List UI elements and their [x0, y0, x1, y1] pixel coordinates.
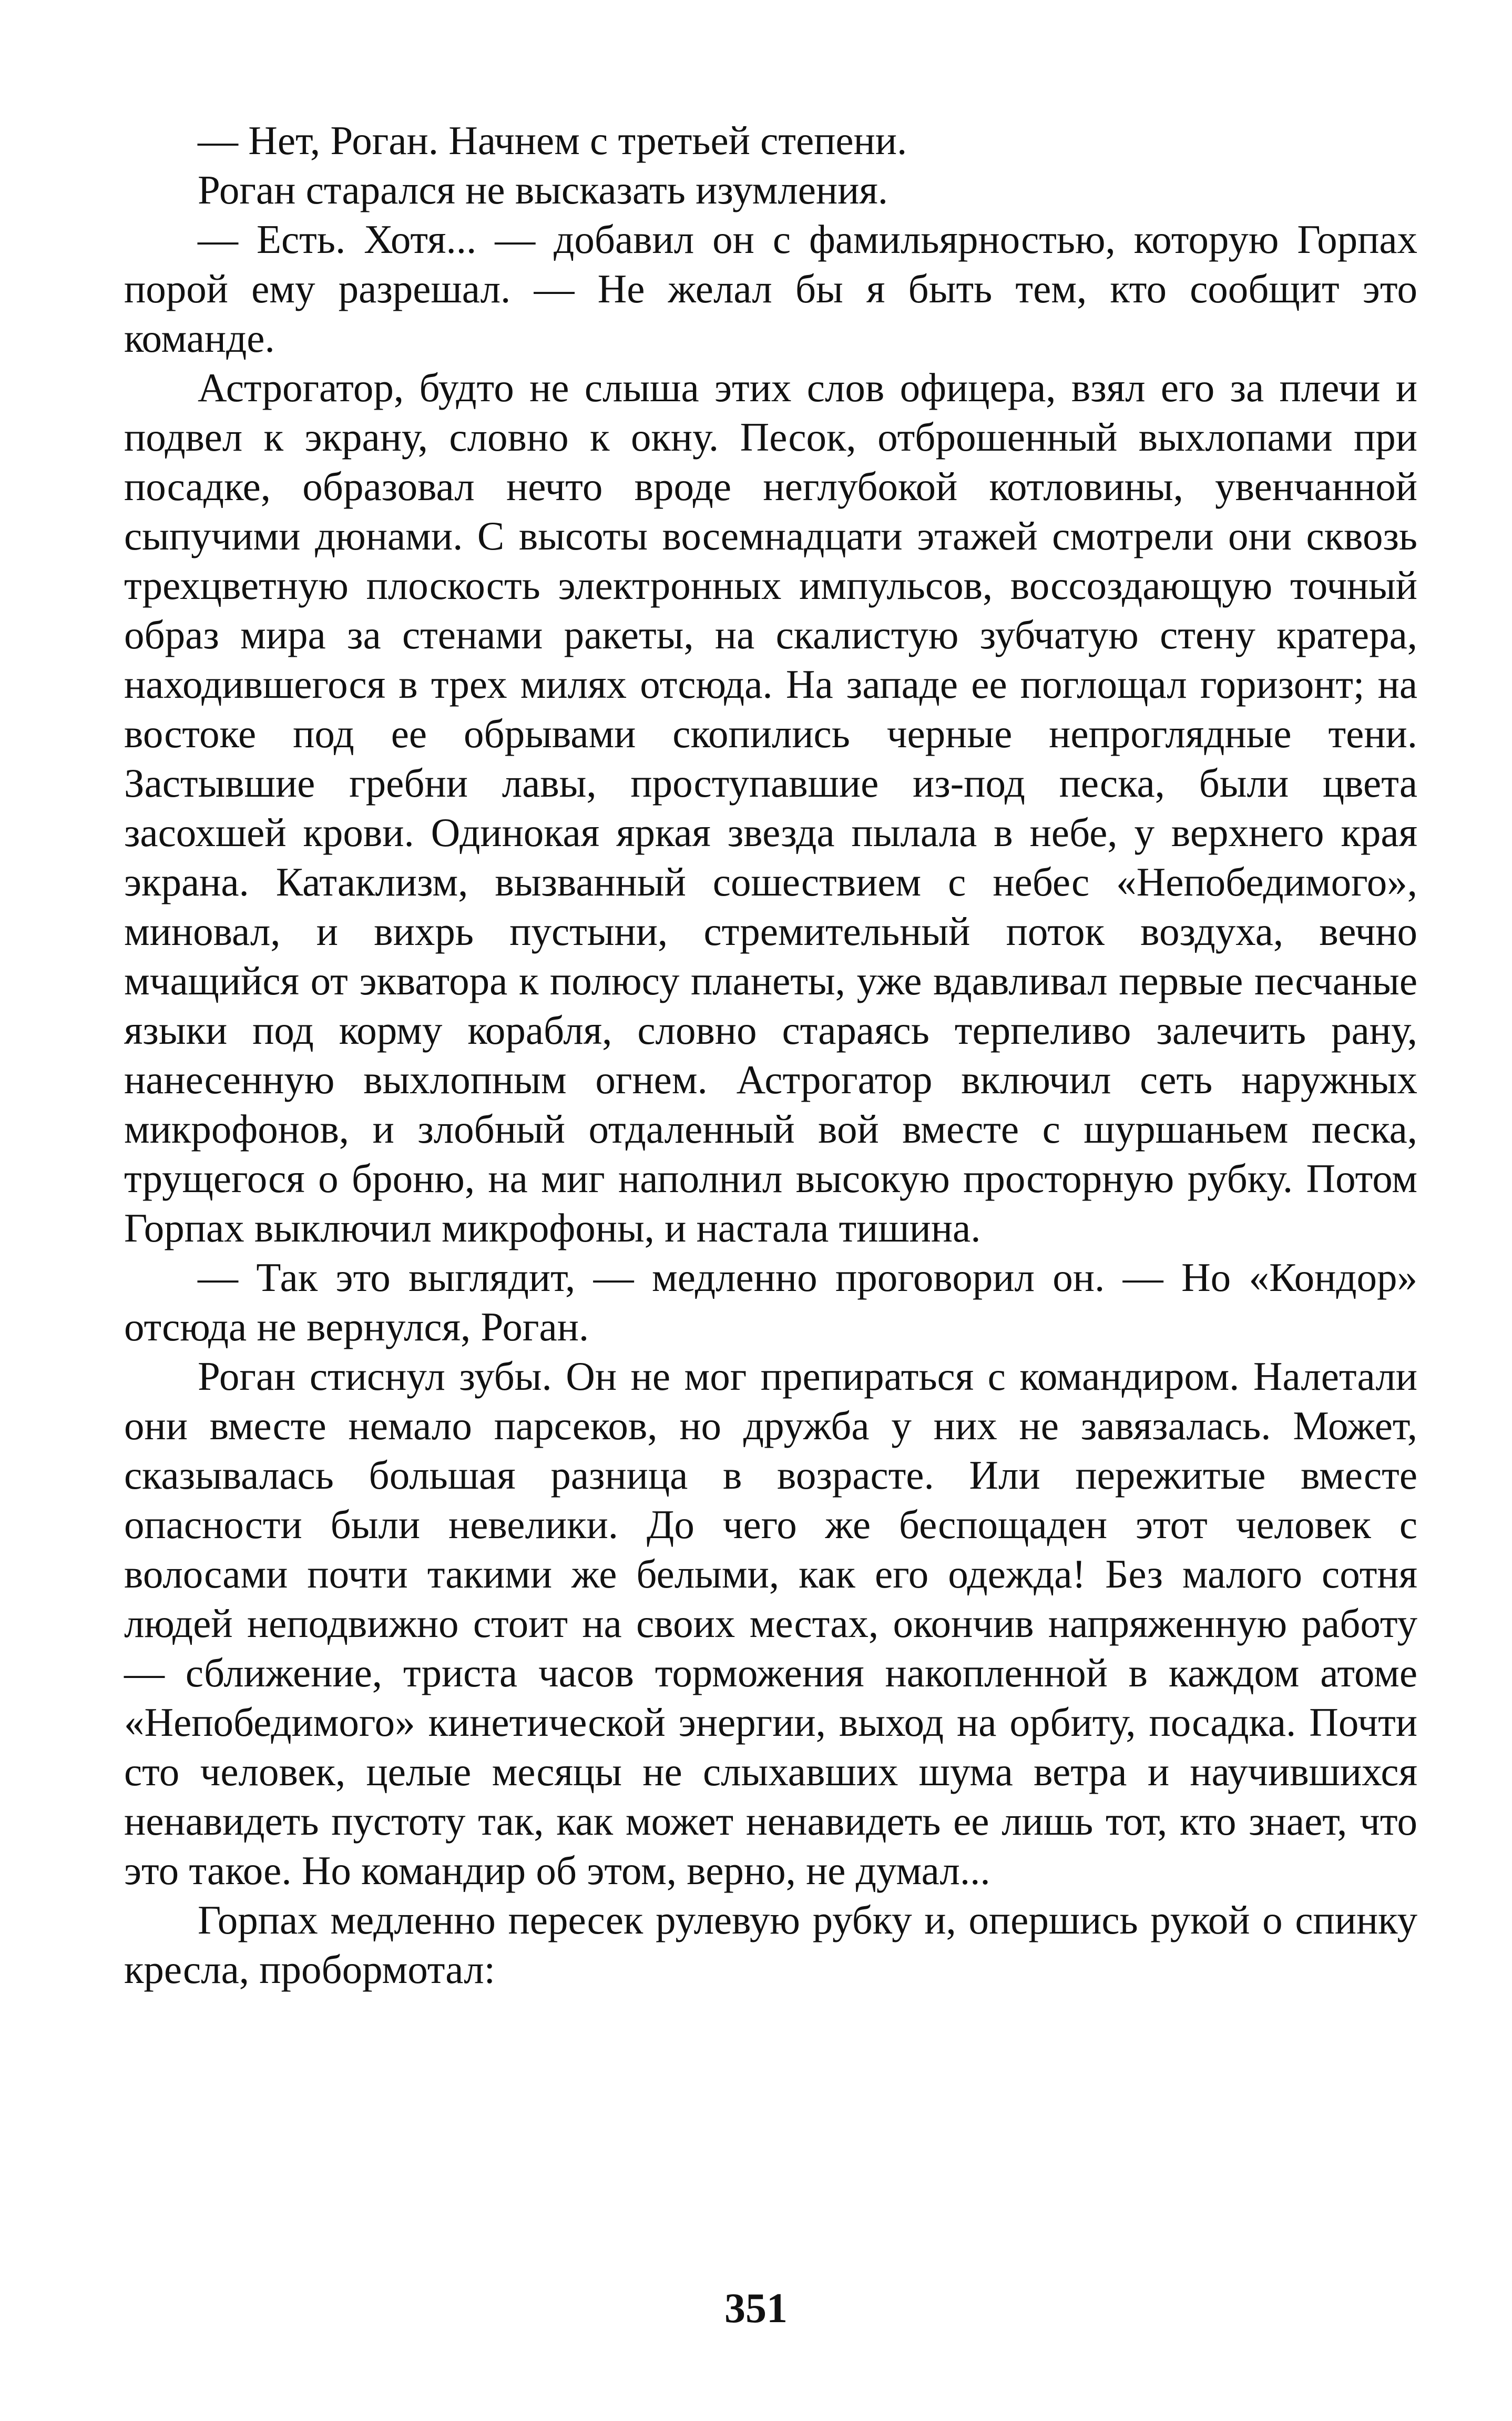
paragraph-6: Роган стиснул зубы. Он не мог препираться с командиром. Налетали они вместе немало парсеков, но дружба у них не завязалась. Может, сказывалась большая разница в возрасте. Или пережитые вместе опасности были невелики. До чего же беспощаден этот человек с волосами почти такими же белыми, как его одежда! Без малого сотня людей неподвижно стоит на своих местах, окончив напряженную работу — сближение, триста часов торможения накопленной в каждом атоме «Непобедимого» кинетической энергии, выход на орбиту, посадка. Почти сто человек, целые месяцы не слыхавших шума ветра и научившихся ненавидеть пустоту так, как может ненавидеть ее лишь тот, кто знает, что это такое. Но командир об этом, верно, не думал...: [124, 1354, 1417, 1893]
page-body: [124, 116, 1417, 1994]
paragraph-3: — Есть. Хотя... — добавил он с фамильярностью, которую Горпах порой ему разрешал. — Не желал бы я быть тем, кто сообщит это команде.: [124, 217, 1417, 361]
paragraph-7: Горпах медленно пересек рулевую рубку и, опершись рукой о спинку кресла, пробормотал:: [124, 1897, 1417, 1992]
paragraph-2: Роган старался не высказать изумления.: [198, 167, 888, 212]
paragraph-4: Астрогатор, будто не слыша этих слов офицера, взял его за плечи и подвел к экрану, словно к окну. Песок, отброшенный выхлопами при посадке, образовал нечто вроде неглубокой котловины, увенчанной сыпучими дюнами. С высоты восемнадцати этажей смотрели они сквозь трехцветную плоскость электронных импульсов, воссоздающую точный образ мира за стенами ракеты, на скалистую зубчатую стену кратера, находившегося в трех милях отсюда. На западе ее поглощал горизонт; на востоке под ее обрывами скопились черные непроглядные тени. Застывшие гребни лавы, проступавшие из-под песка, были цвета засохшей крови. Одинокая яркая звезда пылала в небе, у верхнего края экрана. Катаклизм, вызванный сошествием с небес «Непобедимого», миновал, и вихрь пустыни, стремительный поток воздуха, вечно мчащийся от экватора к полюсу планеты, уже вдавливал первые песчаные языки под корму корабля, словно стараясь терпеливо залечить рану, нанесенную выхлопным огнем. Астрогатор включил сеть наружных микрофонов, и злобный отдаленный вой вместе с шуршаньем песка, трущегося о броню, на миг наполнил высокую просторную рубку. Потом Горпах выключил микрофоны, и настала тишина.: [124, 365, 1417, 1250]
paragraph-5: — Так это выглядит, — медленно проговорил он. — Но «Кондор» отсюда не вернулся, Роган.: [124, 1255, 1417, 1349]
page-number: 351: [724, 2285, 788, 2332]
paragraph-1: — Нет, Роган. Начнем с третьей степени.: [198, 118, 907, 163]
